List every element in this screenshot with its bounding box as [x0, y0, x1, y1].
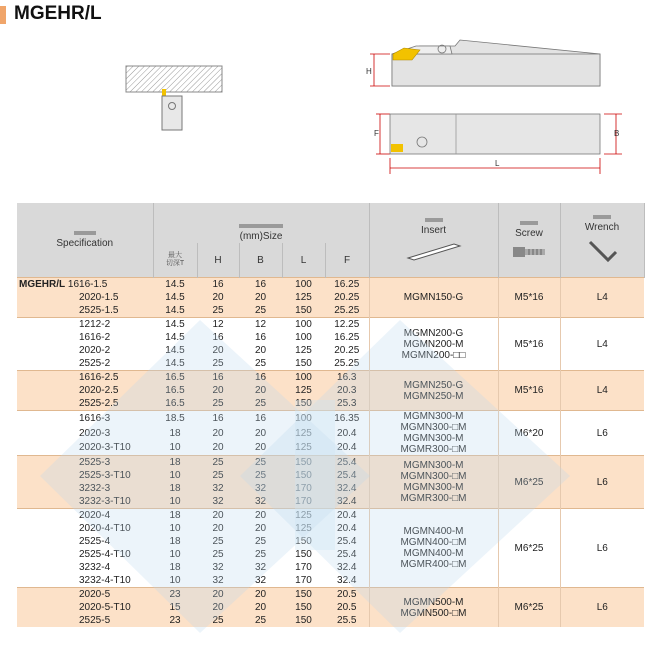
insert-cell	[369, 588, 498, 628]
spec-code: 2020-2	[79, 345, 111, 356]
spec-cell	[17, 469, 153, 482]
cell-h: 32	[197, 482, 239, 495]
cell-f: 25.4	[325, 548, 369, 561]
wrench-cell: L6	[560, 456, 644, 509]
spec-cell	[17, 482, 153, 495]
insert-cell	[369, 456, 498, 509]
dim-l-label: L	[495, 159, 500, 168]
cell-l: 170	[282, 561, 325, 574]
table-row	[17, 456, 644, 470]
spec-code: 2525-5	[79, 615, 111, 626]
cell-f: 20.4	[325, 426, 369, 441]
cell-t: 23	[153, 614, 197, 627]
screw-icon	[509, 244, 549, 260]
cell-f: 25.25	[325, 357, 369, 371]
cell-t: 14.5	[153, 304, 197, 318]
spec-cell	[17, 344, 153, 357]
header-l: L	[282, 243, 325, 278]
table-row	[17, 371, 644, 385]
insert-cell	[369, 411, 498, 456]
insert-code: MGMN400-M	[403, 548, 464, 559]
spec-cell	[17, 588, 153, 602]
screw-cell: M5*16	[498, 318, 560, 371]
cell-h: 20	[197, 440, 239, 455]
insert-code: MGMR300-□M	[400, 444, 467, 455]
cell-t: 10	[153, 495, 197, 509]
cell-t: 10	[153, 469, 197, 482]
cell-f: 16.35	[325, 411, 369, 426]
spec-code: 2525-3	[79, 457, 111, 468]
header-insert: Insert	[369, 203, 498, 278]
cell-f: 32.4	[325, 561, 369, 574]
cell-b: 20	[239, 344, 282, 357]
insert-code: MGMN200-M	[403, 338, 464, 350]
cell-l: 100	[282, 371, 325, 385]
spec-cell	[17, 371, 153, 385]
cell-h: 25	[197, 548, 239, 561]
cell-l: 150	[282, 397, 325, 411]
screw-cell: M6*25	[498, 456, 560, 509]
insert-code: MGMN250-M	[403, 390, 464, 402]
cell-f: 20.4	[325, 440, 369, 455]
cell-l: 150	[282, 357, 325, 371]
cell-l: 150	[282, 614, 325, 627]
cell-f: 16.25	[325, 331, 369, 344]
insert-code: MGMN150-G	[403, 292, 464, 303]
cell-h: 20	[197, 291, 239, 304]
insert-code: MGMN200-□□	[401, 349, 466, 361]
cell-f: 32.4	[325, 495, 369, 509]
wrench-icon	[582, 236, 622, 266]
dim-b-label: B	[614, 129, 620, 138]
cell-b: 32	[239, 482, 282, 495]
cell-l: 170	[282, 482, 325, 495]
insert-code: MGMN200-G	[403, 327, 464, 339]
cell-l: 150	[282, 535, 325, 548]
header-max-depth: 最大 切深T	[153, 243, 197, 278]
spec-code: 2525-4	[79, 536, 111, 547]
cell-l: 150	[282, 601, 325, 614]
cell-h: 25	[197, 456, 239, 470]
cell-b: 25	[239, 304, 282, 318]
screw-cell: M6*25	[498, 588, 560, 628]
cell-h: 20	[197, 426, 239, 441]
cell-f: 20.4	[325, 509, 369, 523]
spec-code: 3232-4-T10	[79, 575, 131, 586]
cell-h: 32	[197, 561, 239, 574]
cell-f: 20.4	[325, 522, 369, 535]
cell-f: 12.25	[325, 318, 369, 332]
cell-l: 125	[282, 344, 325, 357]
cell-t: 16.5	[153, 397, 197, 411]
workpiece-shape	[126, 66, 222, 92]
insert-code: MGMR300-□M	[400, 493, 467, 504]
cell-b: 20	[239, 384, 282, 397]
spec-cell	[17, 291, 153, 304]
cell-h: 20	[197, 384, 239, 397]
cell-h: 20	[197, 344, 239, 357]
spec-cell	[17, 440, 153, 455]
dim-h-label: H	[366, 67, 372, 76]
cell-b: 25	[239, 397, 282, 411]
spec-code: 1616-2	[79, 332, 111, 343]
cell-f: 25.25	[325, 304, 369, 318]
insert-code: MGMN300-M	[403, 411, 464, 422]
wrench-cell: L6	[560, 509, 644, 588]
cell-l: 150	[282, 304, 325, 318]
spec-code: 3232-4	[79, 562, 111, 573]
cell-t: 14.5	[153, 318, 197, 332]
spec-code: 2020-4-T10	[79, 523, 131, 534]
wrench-cell: L6	[560, 588, 644, 628]
cell-b: 12	[239, 318, 282, 332]
cell-l: 125	[282, 440, 325, 455]
spec-code: 2525-2	[79, 358, 111, 369]
cell-h: 20	[197, 588, 239, 602]
table-row	[17, 509, 644, 523]
spec-cell	[17, 304, 153, 318]
cell-h: 25	[197, 469, 239, 482]
spec-code: 1616-1.5	[67, 279, 108, 290]
spec-cell	[17, 561, 153, 574]
spec-code: 1616-2.5	[79, 372, 119, 383]
cell-b: 25	[239, 548, 282, 561]
spec-cell	[17, 548, 153, 561]
page-title: MGEHR/L	[14, 3, 102, 24]
cell-b: 16	[239, 411, 282, 426]
cell-h: 12	[197, 318, 239, 332]
cell-t: 14.5	[153, 357, 197, 371]
insert-code: MGMN300-□M	[400, 422, 467, 433]
insert-icon	[404, 240, 464, 262]
cell-f: 16.3	[325, 371, 369, 385]
cell-t: 18	[153, 482, 197, 495]
spec-cell	[17, 278, 153, 292]
header-h: H	[197, 243, 239, 278]
insert-cell	[369, 371, 498, 411]
cell-f: 25.5	[325, 614, 369, 627]
cell-b: 25	[239, 535, 282, 548]
cell-f: 32.4	[325, 482, 369, 495]
cell-h: 25	[197, 614, 239, 627]
insert-code: MGMN300-M	[403, 460, 464, 471]
cell-t: 18	[153, 456, 197, 470]
cell-f: 25.3	[325, 397, 369, 411]
cell-l: 100	[282, 331, 325, 344]
spec-code: 1616-3	[79, 412, 111, 424]
cell-t: 18	[153, 509, 197, 523]
spec-code: 2020-1.5	[79, 292, 119, 303]
table-row	[17, 318, 644, 332]
spec-code: 2525-4-T10	[79, 549, 131, 560]
cell-h: 32	[197, 574, 239, 588]
spec-code: 2525-3-T10	[79, 470, 131, 481]
insert-code: MGMN500-□M	[400, 607, 467, 619]
screw-cell: M5*16	[498, 371, 560, 411]
cell-t: 18	[153, 561, 197, 574]
insert-code: MGMN300-M	[403, 482, 464, 493]
spec-cell	[17, 614, 153, 627]
spec-cell	[17, 411, 153, 426]
header-b: B	[239, 243, 282, 278]
header-size-group: (mm)Size	[153, 203, 369, 243]
spec-cell	[17, 397, 153, 411]
cell-t: 14.5	[153, 291, 197, 304]
table-row	[17, 411, 644, 426]
wrench-cell: L4	[560, 278, 644, 318]
cell-t: 10	[153, 548, 197, 561]
tool-holder-shape	[162, 96, 182, 130]
cell-t: 10	[153, 574, 197, 588]
cell-l: 150	[282, 456, 325, 470]
cell-h: 20	[197, 522, 239, 535]
cell-f: 20.5	[325, 588, 369, 602]
cell-b: 32	[239, 561, 282, 574]
header-wrench: Wrench	[560, 203, 644, 278]
cell-h: 25	[197, 357, 239, 371]
cell-l: 125	[282, 426, 325, 441]
insert-cell	[369, 318, 498, 371]
insert-code: MGMN400-M	[403, 526, 464, 537]
cell-l: 125	[282, 291, 325, 304]
cell-l: 125	[282, 384, 325, 397]
spec-cell	[17, 331, 153, 344]
screw-cell: M5*16	[498, 278, 560, 318]
cell-t: 14.5	[153, 278, 197, 292]
spec-cell	[17, 535, 153, 548]
spec-code: 2020-4	[79, 510, 111, 521]
table-row	[17, 588, 644, 602]
screw-cell: M6*20	[498, 411, 560, 456]
cell-h: 16	[197, 371, 239, 385]
cell-f: 16.25	[325, 278, 369, 292]
cell-l: 170	[282, 574, 325, 588]
header-specification: Specification	[17, 203, 153, 278]
cell-h: 25	[197, 535, 239, 548]
cell-f: 25.4	[325, 535, 369, 548]
insert-cell	[369, 509, 498, 588]
spec-cell	[17, 522, 153, 535]
insert-shape-bottom	[391, 144, 403, 152]
cell-t: 10	[153, 522, 197, 535]
table-row	[17, 278, 644, 292]
cell-l: 150	[282, 588, 325, 602]
cell-l: 150	[282, 548, 325, 561]
cell-f: 20.25	[325, 344, 369, 357]
cell-h: 16	[197, 411, 239, 426]
spec-code: 2020-3-T10	[79, 442, 131, 454]
cell-l: 100	[282, 278, 325, 292]
wrench-cell: L4	[560, 371, 644, 411]
insert-code: MGMR400-□M	[400, 559, 467, 570]
grooving-diagram	[120, 62, 230, 137]
wrench-cell: L4	[560, 318, 644, 371]
cell-h: 32	[197, 495, 239, 509]
insert-cell	[369, 278, 498, 318]
spec-code: 3232-3	[79, 483, 111, 494]
cell-t: 16.5	[153, 384, 197, 397]
spec-code: 2020-5	[79, 589, 111, 600]
cell-t: 14.5	[153, 331, 197, 344]
cell-l: 100	[282, 318, 325, 332]
cell-b: 20	[239, 509, 282, 523]
insert-code: MGMN500-M	[403, 596, 464, 608]
cell-b: 16	[239, 331, 282, 344]
screw-cell: M6*25	[498, 509, 560, 588]
cell-f: 20.5	[325, 601, 369, 614]
dim-f-label: F	[374, 129, 379, 138]
cell-b: 20	[239, 522, 282, 535]
insert-code: MGMN250-G	[403, 379, 464, 391]
cell-f: 32.4	[325, 574, 369, 588]
cell-l: 100	[282, 411, 325, 426]
spec-cell	[17, 384, 153, 397]
cell-l: 125	[282, 522, 325, 535]
cell-b: 25	[239, 357, 282, 371]
spec-code: 2020-2.5	[79, 385, 119, 396]
header-f: F	[325, 243, 369, 278]
cell-b: 32	[239, 495, 282, 509]
cell-h: 16	[197, 331, 239, 344]
cell-h: 16	[197, 278, 239, 292]
cell-b: 20	[239, 440, 282, 455]
side-view-drawing	[360, 36, 630, 100]
spec-prefix: MGEHR/L	[19, 279, 66, 290]
spec-cell	[17, 495, 153, 509]
cell-t: 15	[153, 601, 197, 614]
cell-b: 20	[239, 601, 282, 614]
cell-t: 16.5	[153, 371, 197, 385]
cell-b: 25	[239, 469, 282, 482]
cell-t: 14.5	[153, 344, 197, 357]
spec-cell	[17, 426, 153, 441]
cell-t: 23	[153, 588, 197, 602]
spec-code: 2020-5-T10	[79, 602, 131, 613]
insert-code: MGMN400-□M	[400, 537, 467, 548]
cell-b: 20	[239, 426, 282, 441]
top-view-drawing	[360, 108, 630, 178]
title-accent-bar	[0, 6, 6, 24]
cell-t: 18.5	[153, 411, 197, 426]
cell-f: 25.4	[325, 456, 369, 470]
spec-cell	[17, 601, 153, 614]
cell-t: 10	[153, 440, 197, 455]
spec-table	[17, 203, 645, 627]
cell-t: 18	[153, 535, 197, 548]
insert-code: MGMN300-M	[403, 433, 464, 444]
cell-l: 170	[282, 495, 325, 509]
cell-h: 20	[197, 509, 239, 523]
spec-code: 2525-1.5	[79, 305, 119, 316]
insert-code: MGMN300-□M	[400, 471, 467, 482]
spec-code: 2020-3	[79, 427, 111, 439]
cell-f: 20.25	[325, 291, 369, 304]
spec-cell	[17, 318, 153, 332]
cell-b: 25	[239, 456, 282, 470]
spec-cell	[17, 574, 153, 588]
cell-t: 18	[153, 426, 197, 441]
cell-f: 20.3	[325, 384, 369, 397]
cell-l: 125	[282, 509, 325, 523]
spec-code: 3232-3-T10	[79, 496, 131, 507]
cell-h: 25	[197, 397, 239, 411]
spec-code: 2525-2.5	[79, 398, 119, 409]
spec-cell	[17, 509, 153, 523]
cell-b: 25	[239, 614, 282, 627]
wrench-cell: L6	[560, 411, 644, 456]
cell-h: 20	[197, 601, 239, 614]
cell-b: 16	[239, 371, 282, 385]
cell-b: 20	[239, 588, 282, 602]
spec-code: 1212-2	[79, 319, 111, 330]
spec-cell	[17, 357, 153, 371]
cell-f: 25.4	[325, 469, 369, 482]
cell-b: 32	[239, 574, 282, 588]
cell-b: 20	[239, 291, 282, 304]
spec-cell	[17, 456, 153, 470]
cell-l: 150	[282, 469, 325, 482]
cell-b: 16	[239, 278, 282, 292]
header-screw: Screw	[498, 203, 560, 278]
cell-h: 25	[197, 304, 239, 318]
